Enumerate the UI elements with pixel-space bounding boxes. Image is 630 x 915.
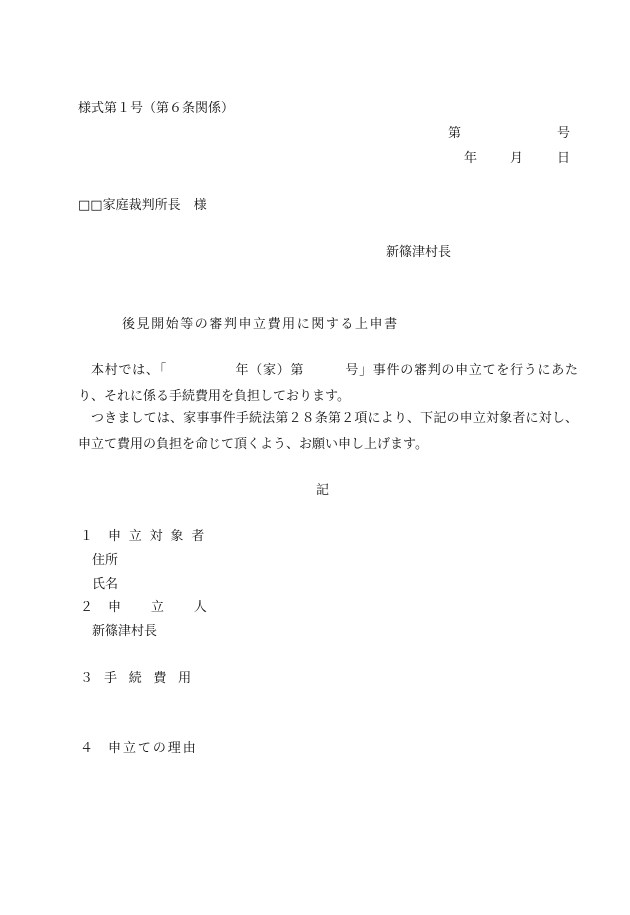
item-4-number: ４ bbox=[80, 741, 94, 756]
item-2-label: 申立人 bbox=[108, 600, 237, 615]
item-1-address-label: 住所 bbox=[92, 553, 119, 568]
item-1-label: 申立対象者 bbox=[108, 529, 213, 544]
item-2-value: 新篠津村長 bbox=[92, 624, 158, 639]
sender: 新篠津村長 bbox=[386, 245, 452, 260]
number-prefix: 第 bbox=[448, 126, 462, 141]
item-2-number: ２ bbox=[80, 600, 94, 615]
date-day: 日 bbox=[557, 151, 571, 166]
body-paragraph-1: 本村では、「 年（家）第 号」事件の審判の申立てを行うにあたり、それに係る手続費用を負担しております。 bbox=[78, 363, 578, 404]
body-paragraph-2: つきましては、家事事件手続法第２８条第２項により、下記の申立対象者に対し、申立て費用の負担を命じて頂くよう、お願い申し上げます。 bbox=[78, 411, 578, 452]
date-month: 月 bbox=[510, 151, 524, 166]
document-title: 後見開始等の審判申立費用に関する上申書 bbox=[122, 317, 399, 332]
item-3-label: 手続費用 bbox=[104, 671, 203, 686]
item-3-number: ３ bbox=[80, 671, 94, 686]
number-suffix: 号 bbox=[557, 126, 571, 141]
form-label: 様式第１号（第６条関係） bbox=[78, 101, 235, 116]
ki-heading: 記 bbox=[316, 483, 330, 498]
item-4-label: 申立ての理由 bbox=[108, 741, 198, 756]
date-year: 年 bbox=[464, 151, 478, 166]
item-1-name-label: 氏名 bbox=[92, 577, 119, 592]
item-1-number: １ bbox=[80, 529, 94, 544]
addressee: □□家庭裁判所長 様 bbox=[78, 198, 207, 213]
